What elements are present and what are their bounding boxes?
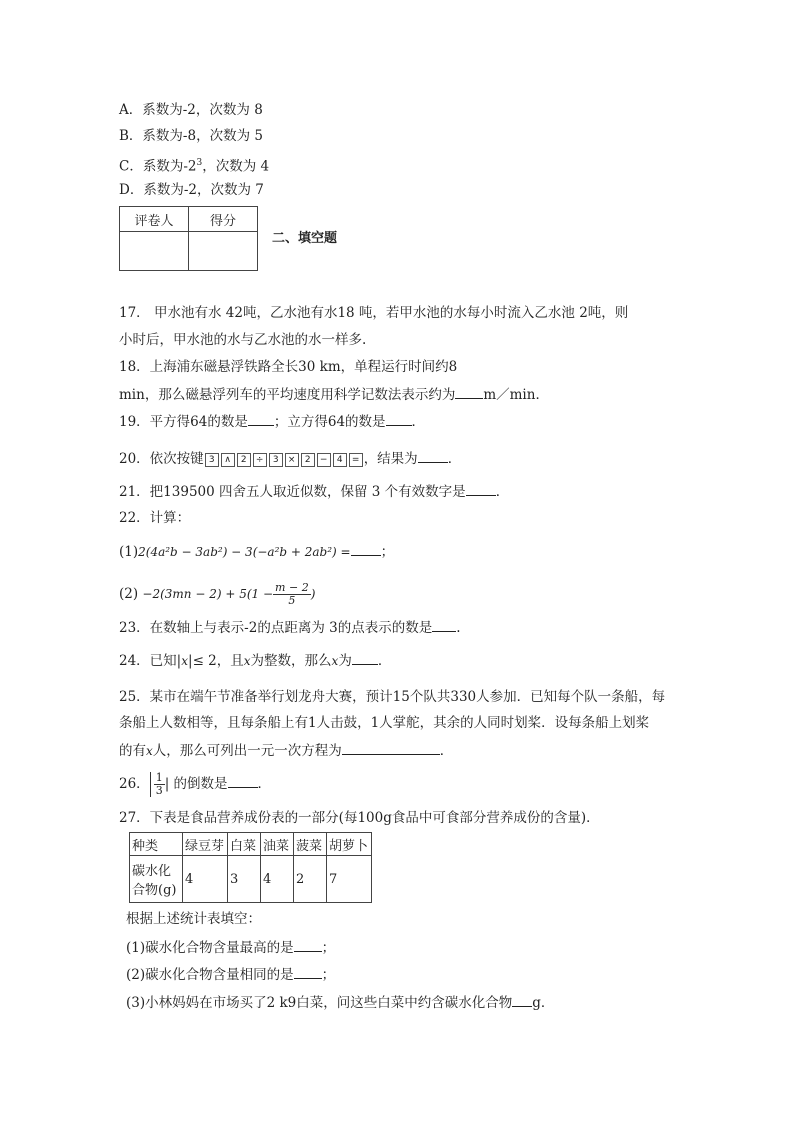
q26-text-b: | 的倒数是 [164,776,228,792]
q23-text-b: . [456,620,461,636]
q27-sub2-text: (2)碳水化合物含量相同的是 [126,967,294,983]
q22-part1-expression: 2(4a²b − 3ab²) − 3(−a²b + 2ab²) = [138,545,351,559]
nutrition-row-label [130,856,183,903]
q24-text-d: 为 [338,653,352,669]
q24-var-3: x [331,654,339,668]
q18-line1: 18．上海浦东磁悬浮铁路全长30 km，单程运行时间约8 [119,359,458,375]
q24-answer-blank [352,650,378,665]
q18-line2 [119,384,549,405]
score-table-grader-header: 评卷人 [120,207,189,232]
q27-sub2-blank [294,964,322,979]
q26-answer-blank [228,773,258,788]
q22-part1-label: (1) [119,544,139,560]
q20-end: ． [447,451,462,467]
nutrition-header-type: 种类 [130,833,183,856]
nutrition-header-carrot: 胡萝卜 [327,833,372,856]
score-table-grader-cell [120,232,189,271]
nutrition-value-carrot: 7 [327,856,372,903]
q26-denominator: 3 [155,784,163,797]
q24-var-2: x [243,654,251,668]
option-c-prefix: C．系数为-2 [119,158,197,175]
q23-text-a: 23．在数轴上与表示-2的点距离为 3的点表示的数是 [119,620,433,636]
calculator-key-power-icon: ∧ [221,453,235,467]
calculator-key-2-icon: 2 [237,453,251,467]
calculator-key-multiply-icon: × [285,453,299,467]
calculator-key-4-icon: 4 [333,453,347,467]
calculator-key-3-icon: 3 [269,453,283,467]
q27-sub1-end: ； [321,940,336,956]
option-d: D．系数为-2，次数为 7 [119,182,264,198]
q23-answer-blank [432,617,456,632]
calculator-key-minus-icon: − [317,453,331,467]
q22-part2-denominator: 5 [288,594,296,607]
q23 [119,617,461,638]
q18-text-a: min，那么磁悬浮列车的平均速度用科学记数法表示约为 [119,387,456,403]
calculator-key-equals-icon: = [349,453,363,467]
q22-part2-numerator: m − 2 [275,581,309,594]
q19-text-c: ． [411,414,426,430]
q20-prefix: 20．依次按键 [119,451,204,467]
option-b: B．系数为-8，次数为 5 [119,128,263,144]
score-table-score-header: 得分 [189,207,258,232]
nutrition-header-spinach: 菠菜 [294,833,327,856]
calculator-key-divide-icon: ÷ [253,453,267,467]
section-title: 二、填空题 [272,231,338,246]
nutrition-header-rapeseed: 油菜 [261,833,294,856]
q27-instruction: 根据上述统计表填空： [126,911,261,927]
q25-text-a: 的有 [119,743,146,759]
calculator-key-3-icon: 3 [205,453,219,467]
nutrition-value-spinach: 2 [294,856,327,903]
q27-sub3-text: (3)小林妈妈在市场买了2 k9白菜，问这些白菜中约含碳水化合物 [126,995,513,1011]
q27-title: 27．下表是食品营养成份表的一部分(每100g食品中可食部分营养成份的含量)． [119,810,600,826]
q18-text-b: m／min． [483,387,549,403]
q26-fraction [150,772,165,797]
q21 [119,481,509,502]
q22-part1-end: ； [380,544,395,560]
q25-line2: 条船上人数相等，且每条船上有1人击鼓，1人掌舵，其余的人同时划桨．设每条船上划桨 [119,715,650,731]
q20-suffix: ，结果为 [363,451,418,467]
q24 [119,650,391,671]
q27-sub3-end: g． [532,995,555,1011]
q22-part2-label: (2) [119,586,143,602]
q18-answer-blank [455,384,483,399]
q27-sub3-blank [512,992,532,1007]
q22-part2-expression-a: −2(3mn − 2) + 5(1 − [142,587,274,601]
q22-title: 22．计算： [119,510,191,526]
q20-answer-blank [418,448,448,463]
q24-text-a: 24．已知| [119,653,182,669]
q21-text-b: ． [495,484,510,500]
score-table [119,206,258,271]
option-c [119,153,269,177]
q27-sub2 [126,964,335,985]
q25-text-c: ． [439,743,454,759]
option-a: A．系数为-2，次数为 8 [119,102,263,118]
q27-sub1 [126,937,335,958]
q22-part1 [119,541,394,562]
calculator-key-2-icon: 2 [301,453,315,467]
q24-var-1: x [181,654,189,668]
q17-line1: 17． 甲水池有水 42吨，乙水池有水18 吨，若甲水池的水每小时流入乙水池 2吨，则 [119,305,629,321]
q19 [119,411,425,432]
q17-line2: 小时后，甲水池的水与乙水池的水一样多. [119,332,367,348]
q22-part1-blank [351,541,381,556]
q19-text-b: ；立方得64的数是 [273,414,386,430]
q22-part2 [119,582,315,607]
option-c-suffix: ，次数为 4 [202,158,270,175]
q20 [119,448,461,469]
q25-var: x [146,744,153,758]
q21-answer-blank [466,481,496,496]
q26-numerator: 1 [155,771,163,784]
q27-sub3 [126,992,554,1013]
q22-part2-fraction [273,582,311,607]
q27-sub1-text: (1)碳水化合物含量最高的是 [126,940,294,956]
q21-text-a: 21．把139500 四舍五人取近似数，保留 3 个有效数字是 [119,484,466,500]
q24-text-e: ． [377,653,392,669]
q26-text-c: ． [257,776,272,792]
q25-text-b: 人，那么可列出一元一次方程为 [152,743,342,759]
nutrition-table [129,832,372,903]
q26 [119,770,271,798]
score-table-score-cell [189,232,258,271]
nutrition-header-cabbage: 白菜 [228,833,261,856]
nutrition-row-label-line2: 合物(g) [132,883,177,898]
q25-line1: 25．某市在端午节准备举行划龙舟大赛，预计15个队共330人参加．已知每个队一条船，每 [119,689,666,705]
q26-text-a: 26． [119,776,150,792]
q24-text-b: |≤ 2，且 [188,653,244,669]
q20-keys [204,451,364,467]
q27-sub1-blank [294,937,322,952]
nutrition-row-label-line1: 碳水化 [132,864,172,879]
q27-sub2-end: ； [321,967,336,983]
q25-line3 [119,740,453,761]
nutrition-value-mung-bean-sprouts: 4 [183,856,228,903]
nutrition-value-cabbage: 3 [228,856,261,903]
q22-part2-expression-b: ) [310,587,316,601]
nutrition-header-mung-bean-sprouts: 绿豆芽 [183,833,228,856]
q19-blank-2 [386,411,412,426]
option-c-exponent: 3 [196,158,203,168]
nutrition-value-rapeseed: 4 [261,856,294,903]
q24-text-c: 为整数，那么 [250,653,332,669]
q19-blank-1 [248,411,274,426]
q25-answer-blank [342,740,440,755]
q19-text-a: 19．平方得64的数是 [119,414,248,430]
